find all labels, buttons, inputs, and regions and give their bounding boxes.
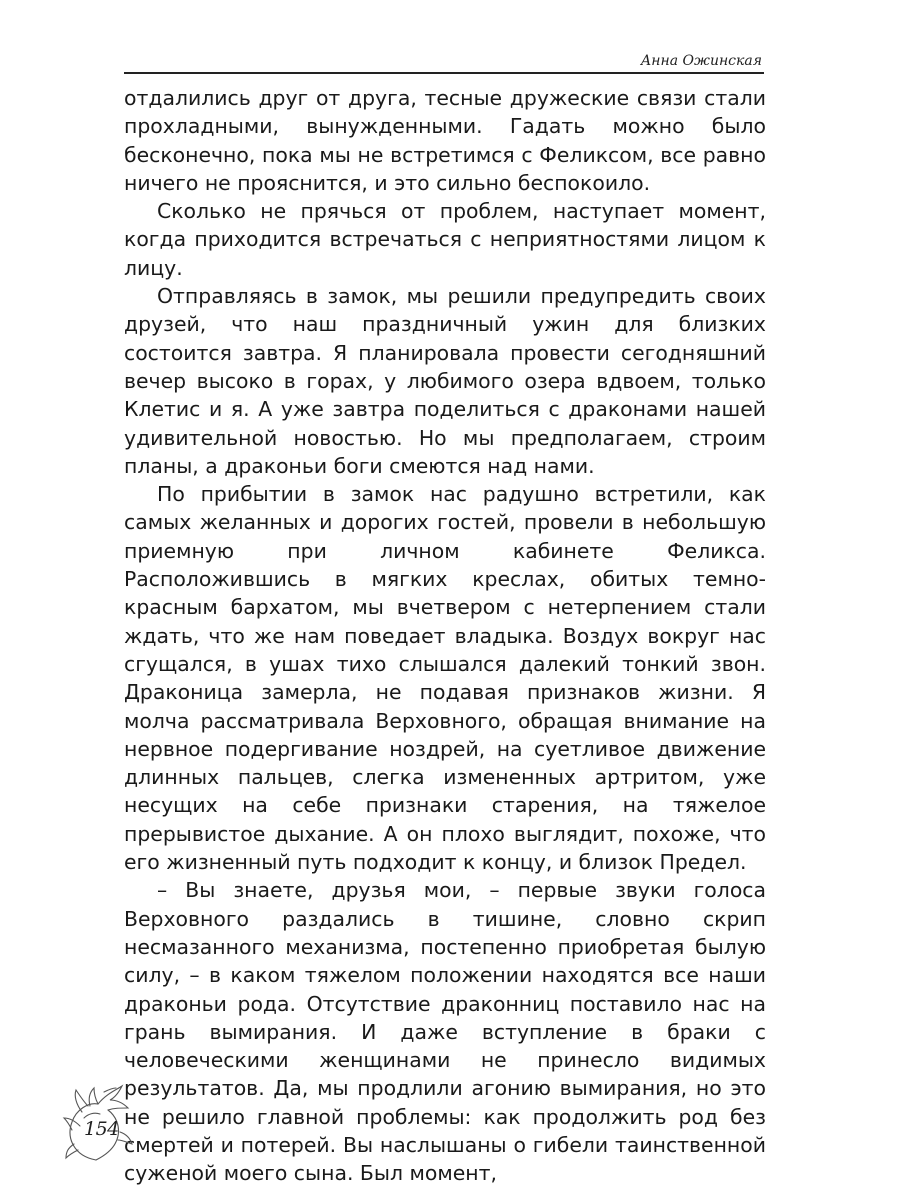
body-text (124, 84, 766, 1188)
paragraph: Отправляясь в замок, мы решили предупредить своих друзей, что наш праздничный ужин для близких состоится завтра. Я планировала провести сегодняшний вечер высоко в горах, у любимого озера вдвоем, только Клетис и я. А уже завтра поделиться с драконами нашей удивительной новостью. Но мы предполагаем, строим планы, а драконьи боги смеются над нами. (124, 284, 766, 478)
paragraph: Сколько не прячься от проблем, наступает момент, когда приходится встречаться с неприятностями лицом к лицу. (124, 199, 766, 280)
paragraph: – Вы знаете, друзья мои, – первые звуки голоса Верховного раздались в тишине, словно скрип несмазанного механизма, постепенно приобретая былую силу, – в каком тяжелом положении находятся все наши драконьи рода. Отсутствие драконниц поставило нас на грань вымирания. И даже вступление в браки с человеческими женщинами не принесло видимых результатов. Да, мы продлили агонию вымирания, но это не решило главной проблемы: как продолжить род без смертей и потерей. Вы наслышаны о гибели таинственной суженой моего сына. Был момент, (124, 878, 766, 1186)
header-author: Анна Ожинская (640, 53, 762, 69)
page-number: 154 (84, 1118, 119, 1140)
paragraph: По прибытии в замок нас радушно встретили, как самых желанных и дорогих гостей, провели в небольшую приемную при личном кабинете Феликса. Расположившись в мягких креслах, обитых темно-красным бархатом, мы вчетвером с нетерпением стали ждать, что же нам поведает владыка. Воздух вокруг нас сгущался, в ушах тихо слышался далекий тонкий звон. Драконица замерла, не подавая признаков жизни. Я молча рассматривала Верховного, обращая внимание на нервное подергивание ноздрей, на суетливое движение длинных пальцев, слегка измененных артритом, уже несущих на себе признаки старения, на тяжелое прерывистое дыхание. А он плохо выглядит, похоже, что его жизненный путь подходит к концу, и близок Предел. (124, 482, 766, 875)
running-header (124, 52, 764, 74)
paragraph: отдалились друг от друга, тесные дружеские связи стали прохладными, вынужденными. Гадать можно было бесконечно, пока мы не встретимся с Феликсом, все равно ничего не прояснится, и это сильно беспокоило. (124, 86, 766, 195)
